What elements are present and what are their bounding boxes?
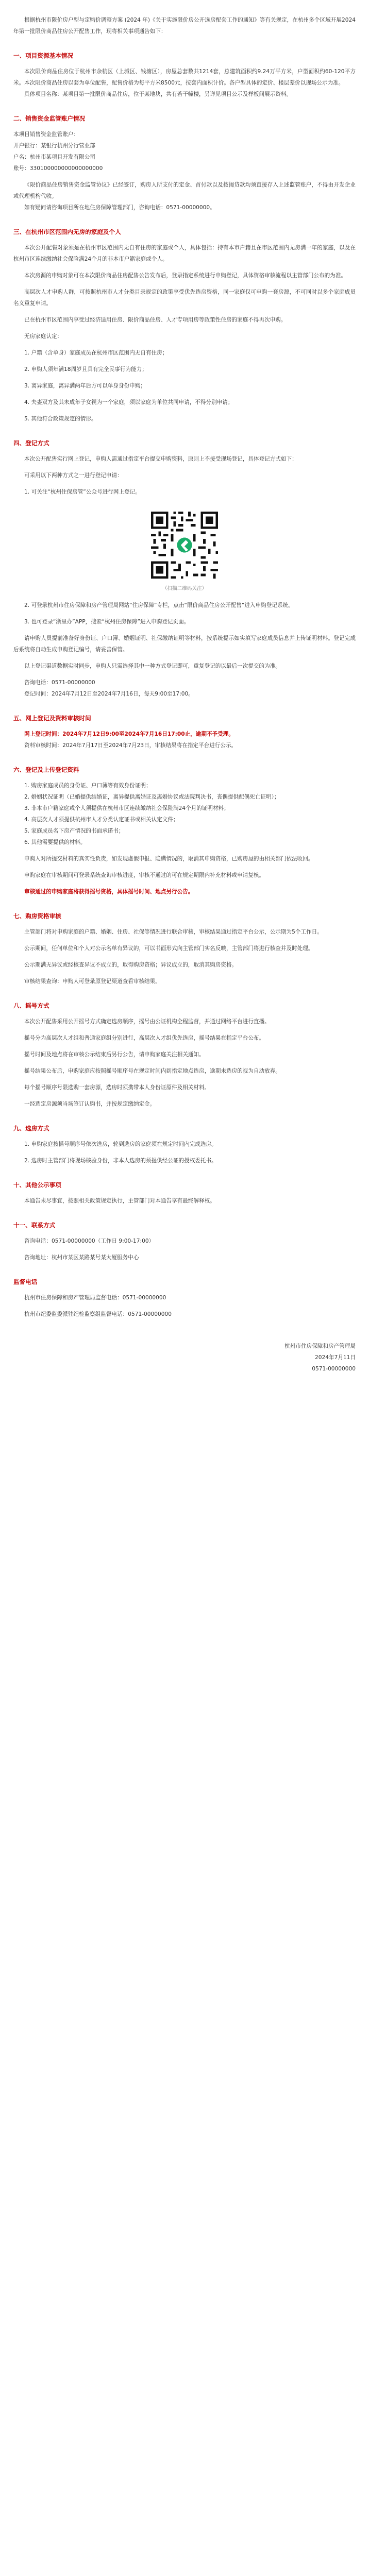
section-7-paragraph: 主管部门将对申购家庭的户籍、婚姻、住房、社保等情况进行联合审核，审核结果通过指定平台公示，公示期为5个工作日。 (24, 929, 323, 935)
qr-caption: （扫描二维码关注） (162, 586, 207, 591)
list-item: 5. 其他符合政策规定的情形。 (24, 416, 97, 422)
section-4-paragraph: 咨询电话：0571-00000000 (24, 680, 95, 686)
section-6-paragraph: 申购家庭在审核期间可登录系统查询审核进度，审核不通过的可在规定期限内补充材料或申请复核。 (24, 872, 265, 878)
signature-org: 杭州市住房保障和房产管理局 (284, 1343, 356, 1349)
section-11-paragraph: 咨询电话：0571-00000000（工作日 9:00-17:00） (24, 1238, 155, 1244)
section-8-paragraph: 一经选定房源须当场签订认购书，并按规定缴纳定金。 (24, 1101, 156, 1107)
list-item: 1. 户籍（含单身）家庭成员在杭州市区范围内无自有住房； (24, 350, 168, 356)
section-4-paragraph: 以上登记渠道数据实时同步，申购人只需选择其中一种方式登记即可，重复登记的以最后一次提交的为准。 (24, 663, 281, 669)
section-10-paragraph: 本通告未尽事宜，按照相关政策规定执行，主管部门对本通告享有最终解释权。 (24, 1198, 215, 1204)
signature-phone: 0571-00000000 (312, 1366, 356, 1372)
list-item: 5. 家庭成员名下房产情况的书面承诺书； (24, 828, 124, 834)
section-4-title: 四、登记方式 (13, 439, 49, 447)
section-10-title: 十、其他公示事项 (13, 1181, 61, 1189)
section-8-paragraph: 本次公开配售采用公开摇号方式确定选房顺序，摇号由公证机构全程监督，并通过网络平台进行直播。 (24, 1019, 270, 1025)
account-line: 本项目销售资金监管账户： (13, 131, 79, 138)
list-item: 4. 夫妻双方及其未成年子女视为一个家庭，须以家庭为单位共同申请，不得分别申请； (24, 399, 233, 405)
list-item: 6. 其他需要提供的材料。 (24, 839, 86, 845)
section-11-title: 十一、联系方式 (13, 1222, 56, 1229)
section-7-paragraph: 公示期满无异议或经核查异议不成立的，取得购房资格；异议成立的，取消其购房资格。 (24, 962, 238, 968)
account-line: 账号：330100000000000000000 (13, 165, 103, 172)
section-3-paragraph: 本次房源的申购对象可在本次限价商品住房配售公告发布后，登录指定系统进行申购登记，具体资格审核流程以主管部门公布的为准。 (24, 273, 347, 279)
section-5-paragraph: 网上登记时间：2024年7月12日9:00至2024年7月16日17:00止，逾期不予受理。 (24, 731, 234, 737)
section-2-title: 二、销售资金监管账户情况 (13, 115, 86, 122)
list-item: 4. 高层次人才须提供杭州市人才分类认定证书或相关认定文件； (24, 817, 179, 823)
section-7-paragraph: 公示期间，任何单位和个人对公示名单有异议的，可以书面形式向主管部门实名反映，主管部门将进行核查并及时处理。 (24, 945, 314, 952)
section-3-label: 无房家庭认定： (24, 333, 63, 340)
list-item: 3. 离异家庭，离异满两年后方可以单身身份申购； (24, 383, 146, 389)
list-item: 2. 申购人须年满18周岁且具有完全民事行为能力； (24, 366, 147, 372)
qr-code-icon[interactable] (148, 509, 221, 581)
section-4-paragraph: 2. 可登录杭州市住房保障和房产管理局网站“住房保障”专栏，点击“限价商品住房公开配售”进入申购登记系统。 (24, 602, 294, 608)
section-1-paragraph: 具体项目名称：某项目第一批限价商品住房，位于某地块，共有若干幢楼，另详见项目公示及样板间展示资料。 (24, 91, 292, 97)
section-7-title: 七、购房资格审核 (13, 912, 61, 920)
section-2-paragraph: 《限价商品住房销售资金监管协议》已经签订，购房人所支付的定金、首付款以及按揭贷款均须直接存入上述监管账户，不得由开发企业或代理机构代收。 (13, 182, 356, 199)
list-item: 3. 非本市户籍家庭或个人须提供在杭州市区连续缴纳社会保险满24个月的证明材料； (24, 805, 229, 811)
section-8-title: 八、摇号方式 (13, 1002, 49, 1009)
section-5-paragraph: 资料审核时间：2024年7月17日至2024年7月23日，审核结果将在指定平台进行公示。 (24, 742, 237, 749)
section-6-title: 六、登记及上传登记资料 (13, 766, 79, 773)
account-line: 户名：杭州市某项目开发有限公司 (13, 154, 95, 160)
section-4-paragraph: 登记时间：2024年7月12日至2024年7月16日，每天9:00至17:00。 (24, 691, 194, 697)
section-11-paragraph: 咨询地址：杭州市某区某路某号某大厦服务中心 (24, 1255, 139, 1261)
section-8-paragraph: 摇号结果公布后，申购家庭应按照摇号顺序号在规定时间内到指定地点选房，逾期未选房的视为自动放弃。 (24, 1068, 281, 1074)
section-8-paragraph: 每个摇号顺序号限选购一套房源，选房时须携带本人身份证原件及相关材料。 (24, 1084, 210, 1091)
section-7-paragraph: 审核结果查询：申购人可登录原登记渠道查看审核结果。 (24, 978, 161, 985)
list-item: 1. 购房家庭成员的身份证、户口簿等有效身份证明； (24, 783, 152, 789)
section-4-paragraph: 1. 可关注“杭州住保房管”公众号进行网上登记。 (24, 489, 141, 495)
section-3-paragraph: 已在杭州市区范围内享受过经济适用住房、限价商品住房、人才专项用房等政策性住房的家庭不得再次申购。 (24, 317, 287, 323)
section-3-paragraph: 本次公开配售对象须是在杭州市区范围内无自有住房的家庭或个人，具体包括：持有本市户籍且在市区范围内无房满一年的家庭，以及在杭州市区连续缴纳社会保险满24个月的非本市户籍家庭或个人。 (13, 245, 356, 262)
section-6-paragraph: 审核通过的申购家庭将获得摇号资格，具体摇号时间、地点另行公告。 (24, 889, 194, 895)
section-4-paragraph: 3. 也可登录“浙里办”APP，搜索“杭州住房保障”进入申购登记页面。 (24, 619, 190, 625)
section-4-paragraph: 可采用以下两种方式之一进行登记申请： (24, 472, 123, 479)
qr-code-block (148, 509, 221, 581)
section-9-title: 九、选房方式 (13, 1125, 49, 1132)
section-4-paragraph: 本次公开配售实行网上登记，申购人需通过指定平台提交申购资料，原则上不接受现场登记，具体登记方式如下： (24, 456, 297, 462)
section-6-paragraph: 申购人对所提交材料的真实性负责，如发现虚假申报、隐瞒情况的，取消其申购资格，已购房屋的由相关部门依法收回。 (24, 856, 314, 862)
intro-paragraph: 根据杭州市限价房户型与定购价调整方案 (2024 年)《关于实施限价房公开选房配套工作的通知》等有关规定，在杭州多个区域开展2024年第一批限价商品住房公开配售工作，现将相关事项通告如下： (13, 17, 356, 35)
section-9-paragraph: 2. 选房时主管部门将现场核验身份，非本人选房的须提供经公证的授权委托书。 (24, 1158, 217, 1164)
section-9-paragraph: 1. 申购家庭按摇号顺序号依次选房，轮到选房的家庭须在规定时间内完成选房。 (24, 1141, 217, 1147)
section-4-paragraph: 请申购人员提前准备好身份证、户口簿、婚姻证明、社保缴纳证明等材料，按系统提示如实填写家庭成员信息并上传证明材料。登记完成后系统将自动生成申购登记编号，请妥善保管。 (13, 635, 356, 653)
section-3-paragraph: 高层次人才申购人群，可按照杭州市人才分类目录规定的政策享受优先选房资格，同一家庭仅可申购一套房源，不可同时以多个家庭成员名义重复申请。 (13, 289, 356, 307)
account-line: 开户银行：某银行杭州分行营业部 (13, 143, 95, 149)
section-12-paragraph: 杭州市纪委监委派驻纪检监察组监督电话：0571-00000000 (24, 1311, 172, 1317)
section-12-paragraph: 杭州市住房保障和房产管理局监督电话：0571-00000000 (24, 1295, 166, 1301)
section-12-title: 监督电话 (13, 1278, 38, 1285)
signature-block (13, 1341, 356, 1375)
list-item: 2. 婚姻状况证明（已婚提供结婚证，离异提供离婚证及离婚协议或法院判决书，丧偶提供配偶死亡证明）； (24, 794, 280, 800)
section-5-title: 五、网上登记及资料审核时间 (13, 715, 91, 722)
signature-date: 2024年7月11日 (315, 1354, 356, 1361)
section-1-title: 一、项目资源基本情况 (13, 52, 73, 59)
section-3-title: 三、在杭州市区范围内无房的家庭及个人 (13, 228, 121, 235)
section-8-paragraph: 摇号时间及地点将在审核公示结束后另行公告，请申购家庭关注相关通知。 (24, 1052, 205, 1058)
section-2-paragraph: 如有疑问请咨询项目所在地住房保障管理部门，咨询电话：0571-00000000。 (24, 205, 215, 211)
section-8-paragraph: 摇号分为高层次人才组和普通家庭组分别进行，高层次人才组优先选房，摇号结果在指定平台公布。 (24, 1035, 265, 1041)
section-1-paragraph: 本次限价商品住房位于杭州市余杭区（上城区、钱塘区），房屋总套数共1214套，总建筑面积约9.24万平方米，户型面积约60-120平方米。本次限价商品住房以套为单位配售，配售价格为每平方米8500元，按套内面积计价。各户型具体的定价、楼层差价以现场公示为准。 (13, 69, 356, 86)
